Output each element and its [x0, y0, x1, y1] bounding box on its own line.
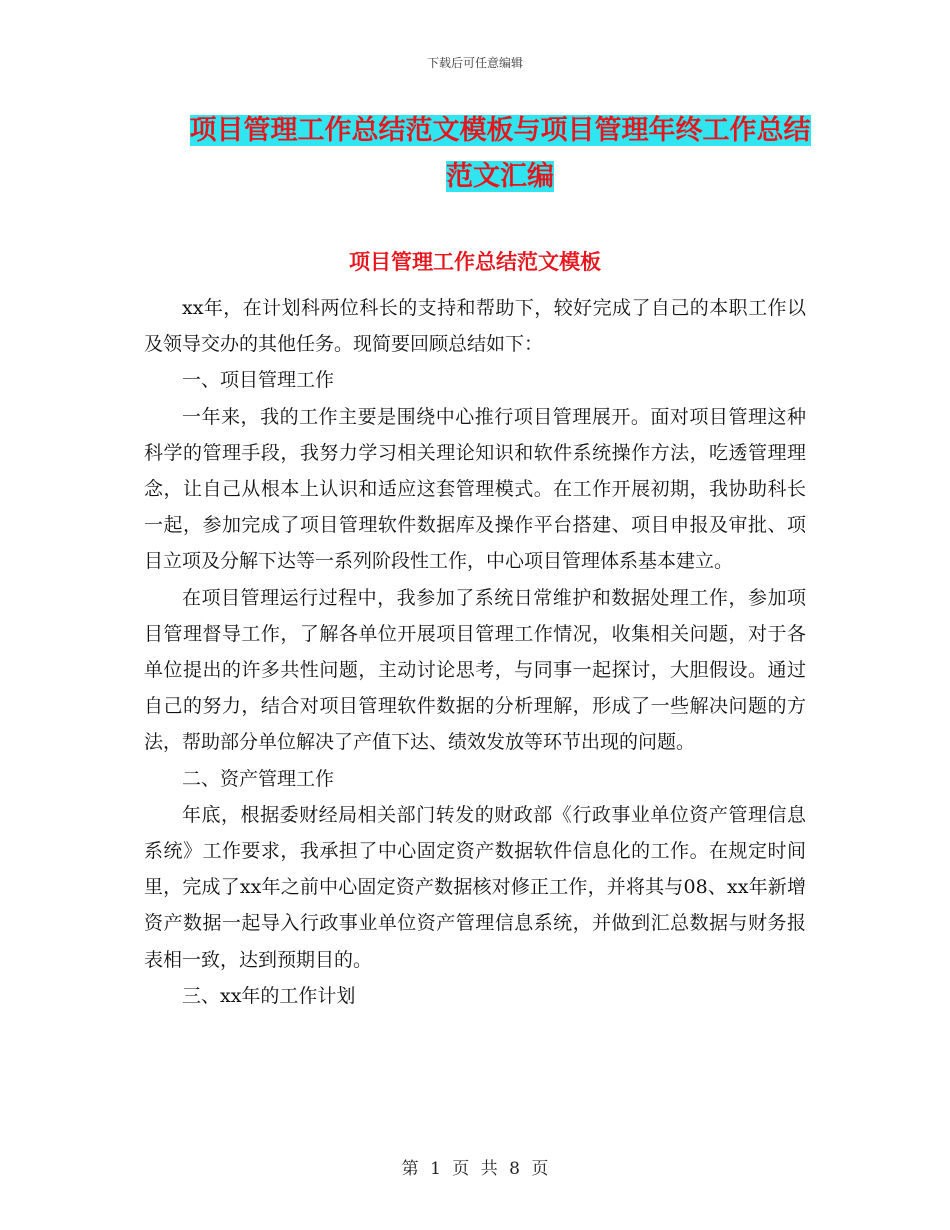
- paragraph-asset-management: 年底，根据委财经局相关部门转发的财政部《行政事业单位资产管理信息系统》工作要求，我承担了中心固定资产数据软件信息化的工作。在规定时间里，完成了xx年之前中心固定资产数据核对修正工作，并将其与08、xx年新增资产数据一起导入行政事业单位资产管理信息系统，并做到汇总数据与财务报表相一致，达到预期目的。: [144, 803, 806, 971]
- paragraph-project-operation: 在项目管理运行过程中，我参加了系统日常维护和数据处理工作，参加项目管理督导工作，了解各单位开展项目管理工作情况，收集相关问题，对于各单位提出的许多共性问题，主动讨论思考，与同事一起探讨，大胆假设。通过自己的努力，结合对项目管理软件数据的分析理解，形成了一些解决问题的方法，帮助部分单位解决了产值下达、绩效发放等环节出现的问题。: [144, 586, 806, 754]
- heading-asset-management: 二、资产管理工作: [182, 767, 335, 790]
- page-number: 第 1 页 共 8 页: [401, 1159, 549, 1179]
- document-title: [150, 108, 850, 200]
- section-title: 项目管理工作总结范文模板: [349, 250, 601, 274]
- heading-project-management: 一、项目管理工作: [182, 369, 335, 392]
- document-body: [144, 290, 806, 1014]
- paragraph-project-management: 一年来，我的工作主要是围绕中心推行项目管理展开。面对项目管理这种科学的管理手段，我努力学习相关理论知识和软件系统操作方法，吃透管理理念，让自己从根本上认识和适应这套管理模式。在工作开展初期，我协助科长一起，参加完成了项目管理软件数据库及操作平台搭建、项目申报及审批、项目立项及分解下达等一系列阶段性工作，中心项目管理体系基本建立。: [144, 405, 806, 573]
- document-title-line-2: 范文汇编: [446, 161, 554, 192]
- document-title-line-1: 项目管理工作总结范文模板与项目管理年终工作总结: [189, 115, 811, 146]
- heading-work-plan: 三、xx年的工作计划: [182, 984, 356, 1007]
- header-note: 下载后可任意编辑: [426, 56, 523, 70]
- paragraph-intro: xx年，在计划科两位科长的支持和帮助下，较好完成了自己的本职工作以及领导交办的其他任务。现简要回顾总结如下：: [144, 297, 806, 356]
